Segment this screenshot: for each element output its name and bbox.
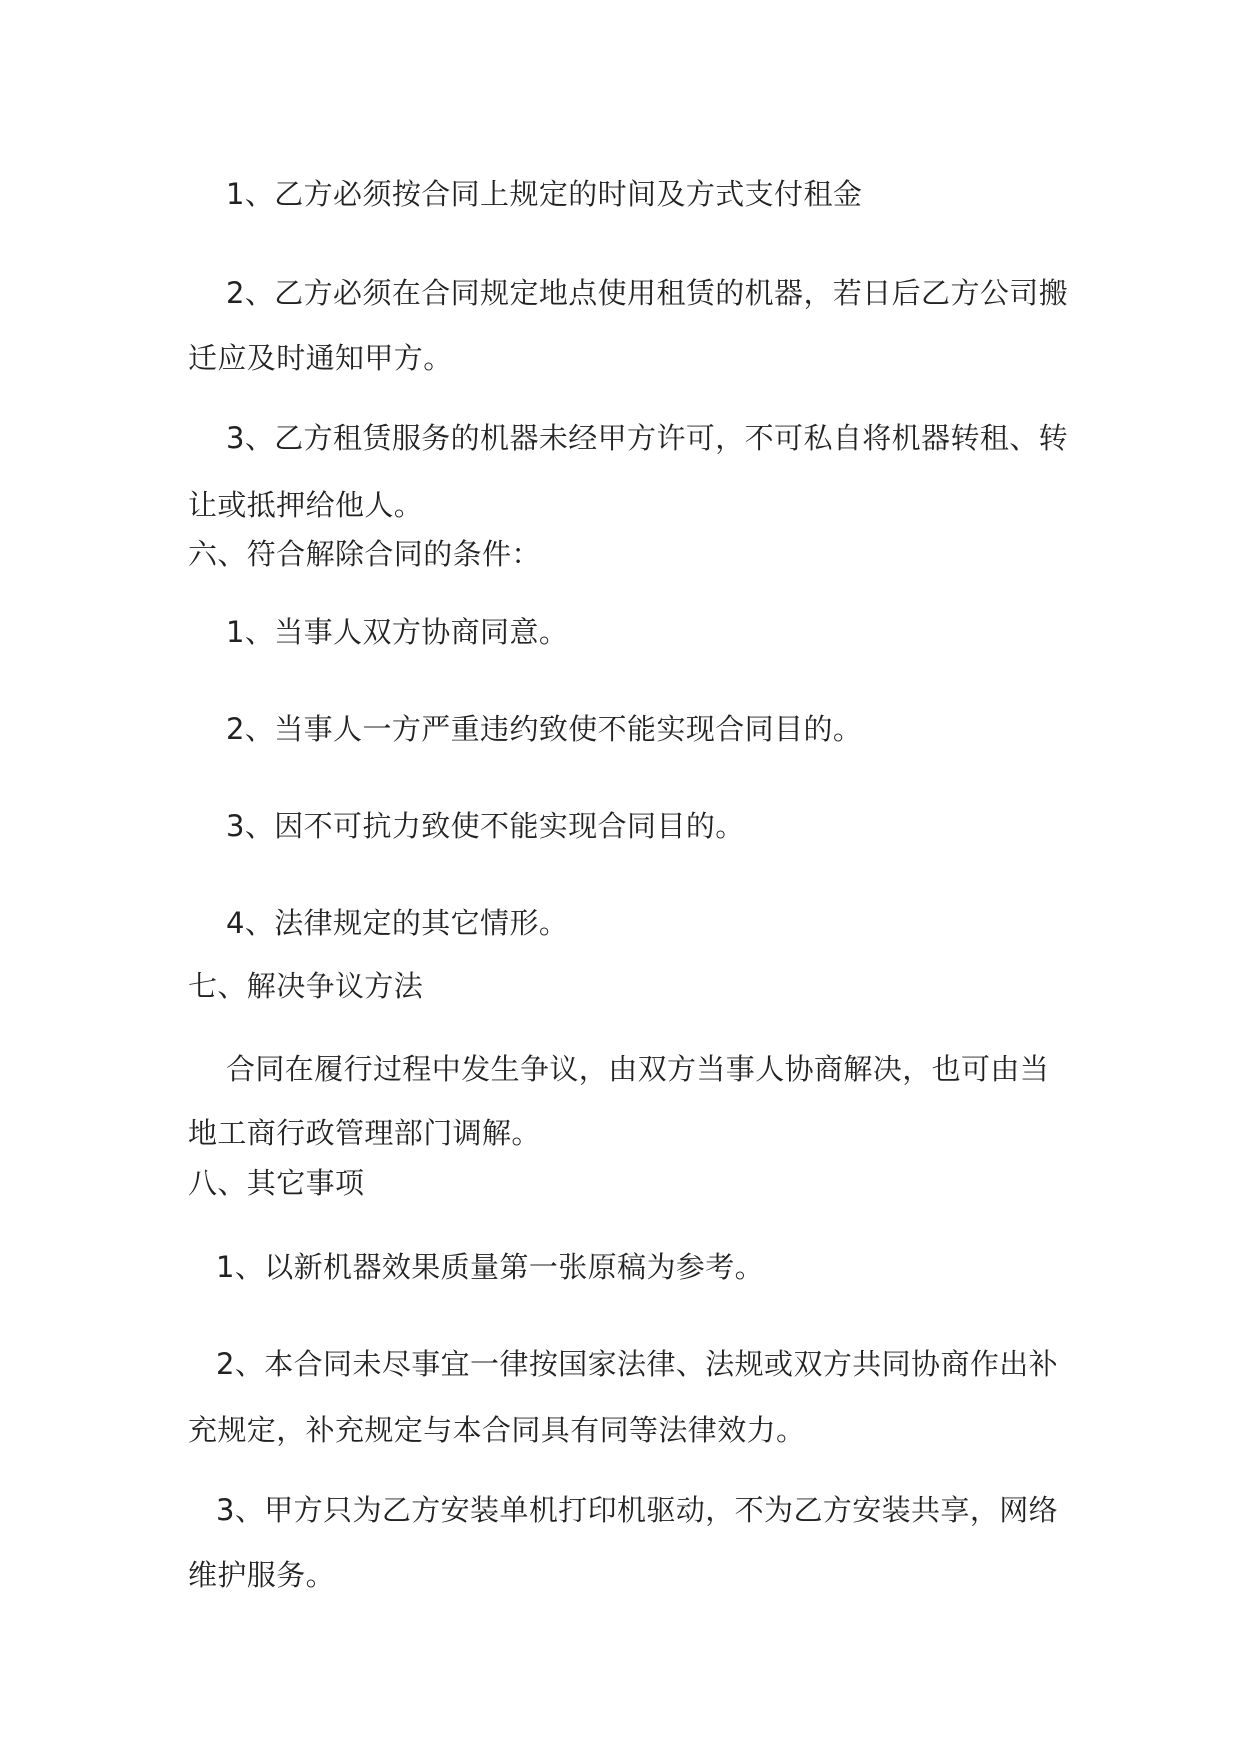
- clause-6-item-4: 4、法律规定的其它情形。: [226, 906, 569, 940]
- clause-7-text-line-1: 合同在履行过程中发生争议，由双方当事人协商解决，也可由当: [226, 1052, 1050, 1086]
- clause-8-item-2-line-1: 2、本合同未尽事宜一律按国家法律、法规或双方共同协商作出补: [216, 1347, 1059, 1381]
- clause-8-item-3-line-1: 3、甲方只为乙方安装单机打印机驱动，不为乙方安装共享，网络: [216, 1493, 1059, 1527]
- section-6-heading: 六、符合解除合同的条件：: [188, 537, 541, 571]
- clause-6-item-2: 2、当事人一方严重违约致使不能实现合同目的。: [226, 712, 863, 746]
- clause-8-item-1: 1、以新机器效果质量第一张原稿为参考。: [216, 1250, 765, 1284]
- section-8-heading: 八、其它事项: [188, 1166, 365, 1200]
- clause-6-item-3: 3、因不可抗力致使不能实现合同目的。: [226, 809, 745, 843]
- clause-5-item-2-line-1: 2、乙方必须在合同规定地点使用租赁的机器，若日后乙方公司搬: [226, 276, 1069, 310]
- clause-5-item-2-line-2: 迁应及时通知甲方。: [188, 341, 453, 375]
- clause-5-item-3-line-2: 让或抵押给他人。: [188, 488, 424, 522]
- clause-5-item-1: 1、乙方必须按合同上规定的时间及方式支付租金: [226, 177, 863, 211]
- clause-5-item-3-line-1: 3、乙方租赁服务的机器未经甲方许可，不可私自将机器转租、转: [226, 421, 1069, 455]
- clause-6-item-1: 1、当事人双方协商同意。: [226, 615, 569, 649]
- clause-7-text-line-2: 地工商行政管理部门调解。: [188, 1116, 541, 1150]
- clause-8-item-2-line-2: 充规定，补充规定与本合同具有同等法律效力。: [188, 1413, 806, 1447]
- clause-8-item-3-line-2: 维护服务。: [188, 1558, 336, 1592]
- section-7-heading: 七、解决争议方法: [188, 969, 424, 1003]
